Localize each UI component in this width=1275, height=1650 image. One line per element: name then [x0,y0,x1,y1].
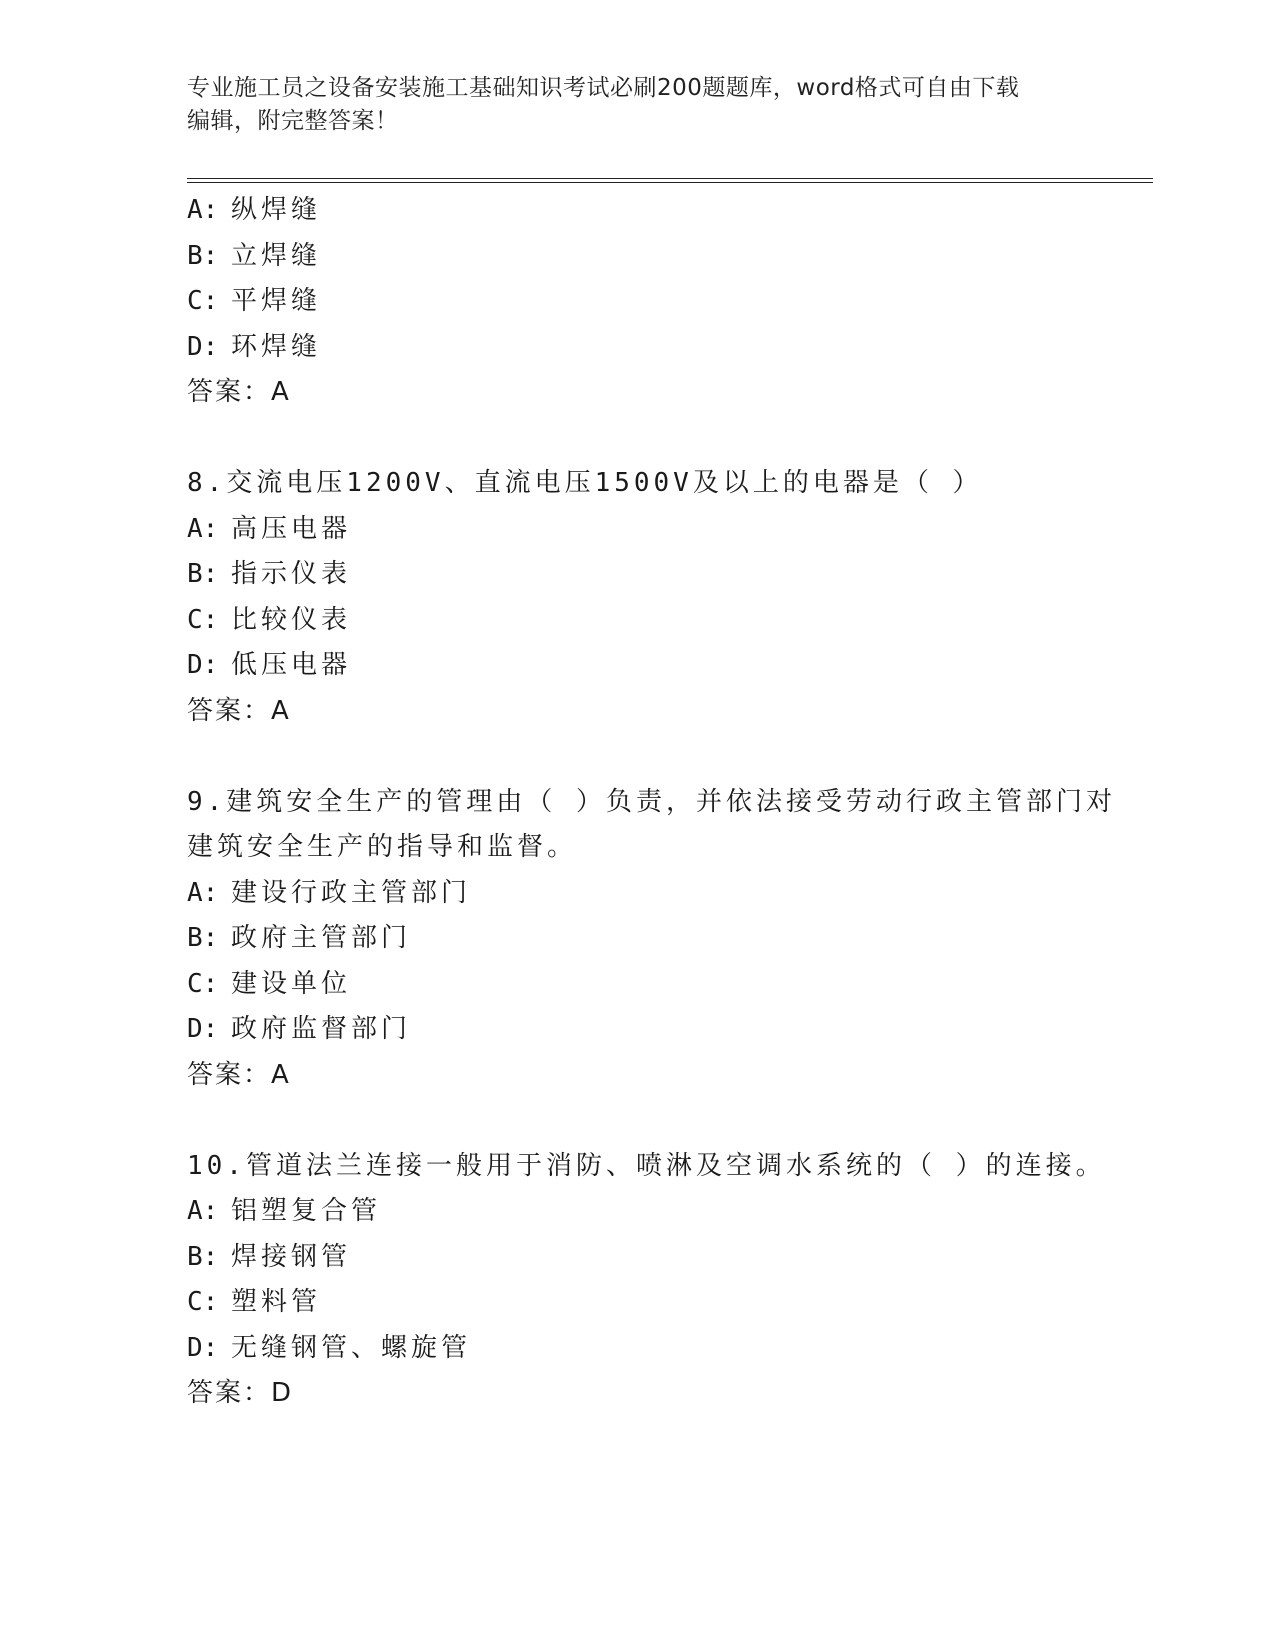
option-letter: D: [187,650,219,680]
option-a [187,1189,1107,1235]
option-d [187,1007,1107,1053]
spacer [187,1098,1107,1144]
answer-line: 答案：A [187,377,291,407]
option-letter: C: [187,1287,219,1317]
header-title-line-2: 编辑，附完整答案！ [187,108,399,134]
option-text: 低压电器 [231,650,352,680]
question-block [187,1144,1107,1417]
spacer [187,734,1107,780]
option-letter: C: [187,286,219,316]
option-letter: A: [187,195,219,225]
question-text: 10.管道法兰连接一般用于消防、喷淋及空调水系统的（ ）的连接。 [187,1150,1106,1181]
spacer [187,416,1107,462]
option-text: 政府主管部门 [231,923,412,953]
option-text: 政府监督部门 [231,1014,412,1044]
question-list [187,188,1116,1417]
option-c [187,962,1107,1008]
header-divider [187,178,1153,183]
option-letter: D: [187,331,219,362]
option-letter: D: [187,1332,219,1363]
option-c [187,1280,1107,1326]
question-block [187,461,1107,734]
option-letter: A: [187,513,219,544]
option-text: 建设行政主管部门 [231,877,472,908]
option-text: 铝塑复合管 [231,1196,382,1226]
option-text: 塑料管 [231,1287,322,1317]
option-text: 高压电器 [231,513,352,544]
option-text: 建设单位 [231,968,352,999]
option-text: 纵焊缝 [231,195,322,225]
option-letter: B: [187,923,219,953]
option-d [187,325,1107,371]
option-a [187,507,1107,553]
option-letter: C: [187,968,219,999]
answer-line: 答案：A [187,695,291,726]
question-text-continued: 建筑安全生产的指导和监督。 [187,832,578,862]
answer-line: 答案：A [187,1059,291,1090]
option-text: 焊接钢管 [231,1241,352,1272]
answer-line: 答案：D [187,1378,294,1408]
option-text: 环焊缝 [231,331,322,362]
option-c [187,598,1107,644]
option-letter: B: [187,1241,219,1272]
option-d [187,1326,1107,1372]
option-c [187,279,1107,325]
option-text: 指示仪表 [231,559,352,589]
option-b [187,234,1107,280]
option-a [187,871,1107,917]
option-text: 平焊缝 [231,286,322,316]
option-b [187,1235,1107,1281]
question-text: 9.建筑安全生产的管理由（ ）负责，并依法接受劳动行政主管部门对 [187,786,1116,817]
option-text: 立焊缝 [231,240,322,271]
option-letter: A: [187,877,219,908]
option-letter: C: [187,604,219,635]
option-letter: A: [187,1196,219,1226]
header-title-line-1: 专业施工员之设备安装施工基础知识考试必刷200题题库，word格式可自由下载 [187,75,1020,101]
option-d [187,643,1107,689]
option-letter: B: [187,240,219,271]
option-letter: B: [187,559,219,589]
option-text: 无缝钢管、螺旋管 [231,1332,472,1363]
option-letter: D: [187,1014,219,1044]
option-text: 比较仪表 [231,604,352,635]
question-block [187,188,1107,416]
option-b [187,552,1107,598]
question-block [187,780,1116,1099]
option-a [187,188,1107,234]
option-b [187,916,1107,962]
question-text: 8.交流电压1200V、直流电压1500V及以上的电器是（ ） [187,468,983,498]
document-header [187,72,1087,138]
